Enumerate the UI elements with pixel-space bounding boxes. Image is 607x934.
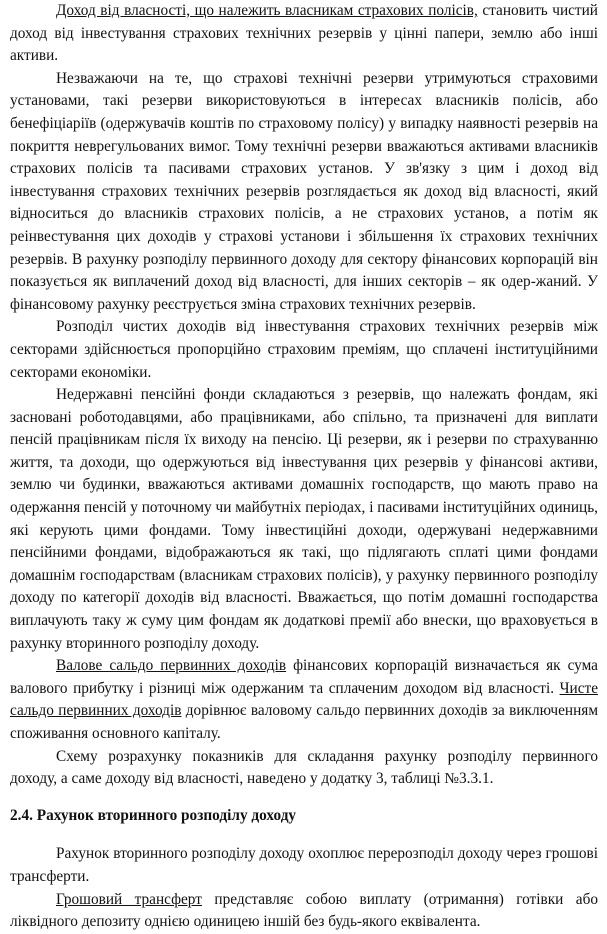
paragraph-distribution-by-sectors: Розподіл чистих доходів від інвестування страхових технічних резервів між секторами здійснюється пропорційно страховим преміям, що сплачені інституційними секторами економіки. (10, 318, 598, 381)
paragraph-pension-funds: Недержавні пенсійні фонди складаються з резервів, що належать фондам, які засновані роботодавцями, або працівниками, або спільно, та призначені для виплати пенсій працівникам після їх виходу на пенсію. Ці резерви, як і резерви по страхуванню життя, та доходи, що одержуються від інвестування цих резервів у фінансові активи, землю чи будинки, вважаються активами домашніх господарств, що мають право на одержання пенсій у поточному чи майбутніх періодах, і пасивами інституційних одиниць, які керують цими фондами. Тому інвестиційні доходи, одержувані недержавними пенсійними фондами, відображаються як такі, що підлягають сплаті цими фондами домашнім господарствам (власникам страхових полісів), у рахунку первинного розподілу доходу по категорії доходів від власності. Вважається, що потім домашні господарства виплачують таку ж суму цим фондам як додаткові премії або внески, що враховується в рахунку вторинного розподілу доходу. (10, 386, 598, 652)
underlined-term-cash-transfer: Грошовий трансферт (56, 890, 202, 908)
paragraph-text: представляє собою виплату (отримання) готівки або ліквідного депозиту однією одиницею іншій без будь-якого еквівалента. (10, 890, 598, 931)
document-page (10, 0, 598, 934)
paragraph-cash-transfer (10, 889, 598, 934)
paragraph-property-income (10, 0, 598, 68)
paragraph-text: дорівнює валовому сальдо первинних доходів за виключенням споживання основного капіталу. (10, 702, 599, 742)
underlined-term-property-income: Доход від власності, що належить власникам страхових полісів, (56, 2, 478, 19)
paragraph-text: становить чистий доход від інвестування страхових технічних резервів у цінні папери, землю або інші активи. (10, 2, 598, 65)
paragraph-primary-income-balance (10, 655, 598, 745)
paragraph-text: фінансових корпорацій визначається як сума валового прибутку і різниці між одержаним та сплаченим доходом від власності. (10, 657, 598, 697)
section-heading: 2.4. Рахунок вторинного розподілу доходу (10, 806, 297, 824)
paragraph-secondary-distribution: Рахунок вторинного розподілу доходу охоплює перерозподіл доходу через грошові трансферти. (10, 845, 598, 885)
paragraph-calculation-scheme: Схему розрахунку показників для складання рахунку розподілу первинного доходу, а саме доходу від власності, наведено у додатку 3, таблиці №3.3.1. (10, 747, 598, 788)
paragraph-technical-reserves: Незважаючи на те, що страхові технічні резерви утримуються страховими установами, такі резерви використовуються в інтересах власників полісів, або бенефіціаріїв (одержувачів коштів по страховому полісу) у випадку наявності резервів на покриття неврегульованих вимог. Тому технічні резерви вважаються активами власників страхових полісів та пасивами страхових установ. У зв'язку з цим і доход від інвестування страхових технічних резервів розглядається як доход від власності, який відноситься до власників страхових полісів, а не страхових установ, а потім як реінвестування цих доходів у страхові установи і збільшення їх страхових технічних резервів. В рахунку розподілу первинного доходу для сектору фінансових корпорацій він показується як виплачений доход від власності, для інших секторів – як одер-жаний. У фінансовому рахунку реєструється зміна страхових технічних резервів. (10, 69, 598, 313)
underlined-term-gross-balance: Валове сальдо первинних доходів (56, 657, 287, 675)
underlined-term-net-balance: Чисте сальдо первинних доходів (10, 679, 598, 720)
